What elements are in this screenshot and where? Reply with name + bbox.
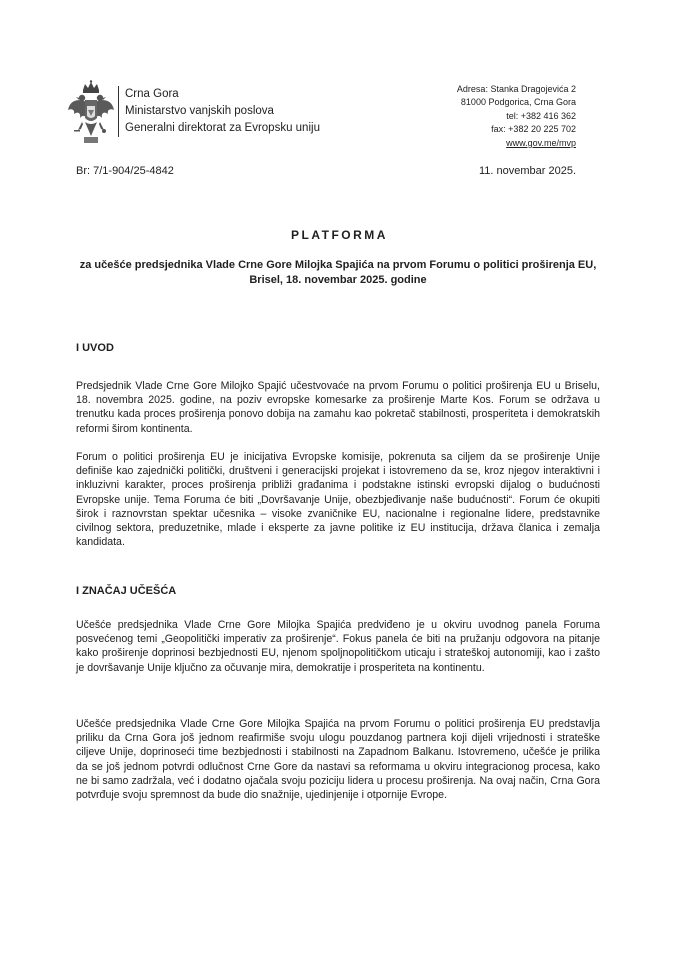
address-fax: fax: +382 20 225 702 (491, 124, 576, 135)
section-heading-znacaj: I ZNAČAJ UČEŠĆA (76, 585, 177, 597)
address-city: 81000 Podgorica, Crna Gora (460, 97, 576, 108)
document-date: 11. novembar 2025. (478, 165, 576, 177)
address-street: Adresa: Stanka Dragojevića 2 (456, 84, 576, 94)
org-ministry: Ministarstvo vanjskih poslova (125, 105, 274, 117)
section-heading-uvod: I UVOD (76, 342, 114, 354)
paragraph-uvod-1: Predsjednik Vlade Crne Gore Milojko Spajić učestvovaće na prvom Forumu o politici proširenja EU u Briselu, 18. novembra 2025. godine, na poziv evropske komesarke za proširenje Marte Kos. Forum se održava u trenutku kada proces proširenja ponovo dobija na zamahu kao pokretač stabilnosti, prosperiteta i demokratskih reformi širom kontinenta. (76, 380, 600, 435)
address-block (457, 83, 576, 150)
paragraph-znacaj-1: Učešće predsjednika Vlade Crne Gore Milojka Spajića predviđeno je u okviru uvodnog panela Foruma posvećenog temi „Geopolitički imperativ za proširenje“. Fokus panela će biti na pružanju odgovora na pitanje kako proširenje doprinosi bezbjednosti EU, njenom spoljnopolitičkom uticaju i strateškoj autonomiji, kao i zašto je dovršavanje Unije ključno za očuvanje mira, demokratije i prosperiteta na kontinentu. (76, 619, 600, 674)
organization-block (118, 86, 320, 137)
paragraph-uvod-2: Forum o politici proširenja EU je inicijativa Evropske komisije, pokrenuta sa ciljem da se proširenje Unije definiše kao zajednički politički, društveni i generacijski projekat i istovremeno da se, kroz njegov interaktivni i inkluzivni karakter, proces proširenja približi građanima i podstakne istinski evropski dijalog o budućnosti Evropske unije. Tema Foruma će biti „Dovršavanje Unije, obezbjeđivanje naše budućnosti“. Forum će okupiti širok i raznovrstan spektar učesnika – visoke zvaničnike EU, nacionalne i regionalne lidere, predstavnike civilnog sektora, preduzetnike, mlade i eksperte za javne politike iz EU institucija, država članica i zemalja kandidata. (76, 451, 600, 549)
document-number: Br: 7/1-904/25-4842 (76, 165, 174, 177)
address-tel: tel: +382 416 362 (506, 110, 576, 121)
org-directorate: Generalni direktorat za Evropsku uniju (125, 122, 320, 134)
document-subtitle: za učešće predsjednika Vlade Crne Gore Milojka Spajića na prvom Forumu o politici proširenja EU, Brisel, 18. novembar 2025. godine (79, 259, 597, 286)
paragraph-znacaj-2: Učešće predsjednika Vlade Crne Gore Milojka Spajića na prvom Forumu o politici proširenja EU predstavlja priliku da Crna Gora još jednom reafirmiše svoju ulogu pouzdanog partnera koji dijeli vrijednosti i strateške ciljeve Unije, doprinoseći time bezbjednosti i stabilnosti na Zapadnom Balkanu. Istovremeno, učešće je prilika da se još jednom potvrdi odlučnost Crne Gore da nastavi sa reformama u okviru integracionog procesa, kako ne bi samo zadržala, već i dodatno ojačala svoju poziciju lidera u procesu proširenja. Na ovaj način, Crna Gora potvrđuje svoju spremnost da bude dio snažnije, ujedinjenije i otpornije Evrope. (76, 718, 600, 802)
website-link[interactable]: www.gov.me/mvp (506, 137, 576, 148)
document-title: PLATFORMA (291, 228, 388, 242)
montenegro-coat-of-arms-icon (66, 80, 116, 146)
org-country: Crna Gora (125, 88, 179, 100)
